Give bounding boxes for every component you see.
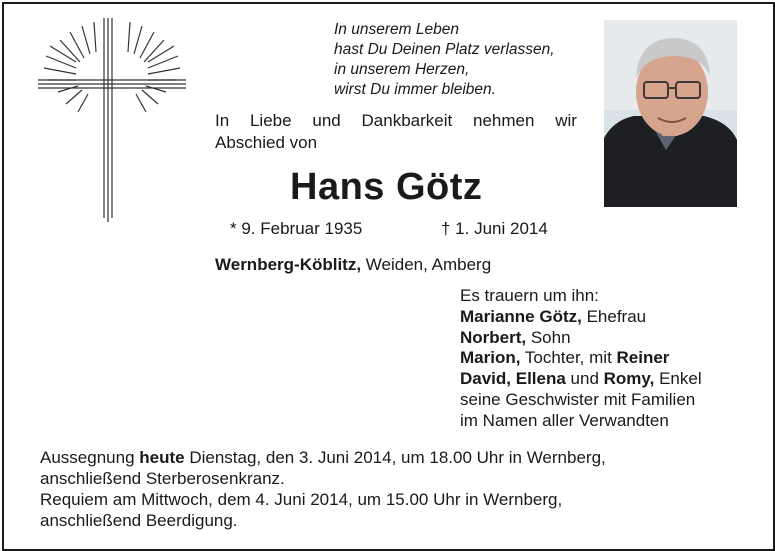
intro-text (215, 110, 577, 154)
intro-word: nehmen (473, 111, 535, 130)
service-text: Dienstag, den 3. Juni 2014, um 18.00 Uhr in Wernberg, (184, 448, 606, 467)
mourner-name: Romy, (603, 369, 655, 389)
service-text: Aussegnung (40, 448, 140, 467)
mourners-list (460, 286, 702, 432)
service-line: anschließend Beerdigung. (40, 511, 238, 530)
mourner-name: David, Ellena (460, 369, 566, 389)
intro-line-2: Abschied von (215, 133, 318, 152)
mourner-relation: Sohn (526, 327, 571, 347)
service-highlight: heute (139, 448, 185, 467)
mourner-row (460, 307, 702, 328)
intro-word: Dankbarkeit (361, 111, 453, 130)
intro-word: In (215, 111, 230, 130)
deceased-name: Hans Götz (290, 166, 483, 208)
birth-date: * 9. Februar 1935 (230, 219, 363, 238)
intro-word: wir (555, 111, 577, 130)
mourner-relation: Enkel (654, 369, 702, 389)
mourner-row (460, 348, 702, 369)
places (215, 255, 491, 275)
service-line: Requiem am Mittwoch, dem 4. Juni 2014, um 15.00 Uhr in Wernberg, (40, 490, 563, 509)
mourner-relation: Tochter, mit (520, 348, 617, 368)
service-line (40, 447, 606, 468)
intro-word: und (312, 111, 341, 130)
mourner-row: seine Geschwister mit Familien (460, 389, 696, 409)
poem-line: hast Du Deinen Platz verlassen, (334, 41, 555, 58)
mourners-heading: Es trauern um ihn: (460, 286, 599, 305)
death-date: † 1. Juni 2014 (441, 219, 548, 238)
poem-line: wirst Du immer bleiben. (334, 81, 496, 98)
mourner-name: Reiner (616, 348, 670, 368)
mourner-name: Norbert, (460, 327, 527, 347)
intro-word: Liebe (249, 111, 292, 130)
mourner-name: Marianne Götz, (460, 306, 582, 326)
mourner-relation: Ehefrau (581, 306, 647, 326)
poem-line: in unserem Herzen, (334, 61, 470, 78)
poem (334, 20, 555, 100)
service-details (40, 447, 606, 531)
mourner-row: im Namen aller Verwandten (460, 410, 669, 430)
service-line: anschließend Sterberosenkranz. (40, 469, 285, 488)
mourner-row (460, 328, 702, 349)
mourner-row (460, 369, 702, 390)
mourner-conj: und (565, 369, 604, 389)
cross-sunburst-icon (36, 18, 188, 222)
poem-line: In unserem Leben (334, 21, 459, 38)
mourner-name: Marion, (460, 348, 521, 368)
place-primary: Wernberg-Köblitz, (215, 255, 362, 274)
place-others: Weiden, Amberg (361, 255, 492, 274)
portrait-photo (604, 20, 737, 207)
